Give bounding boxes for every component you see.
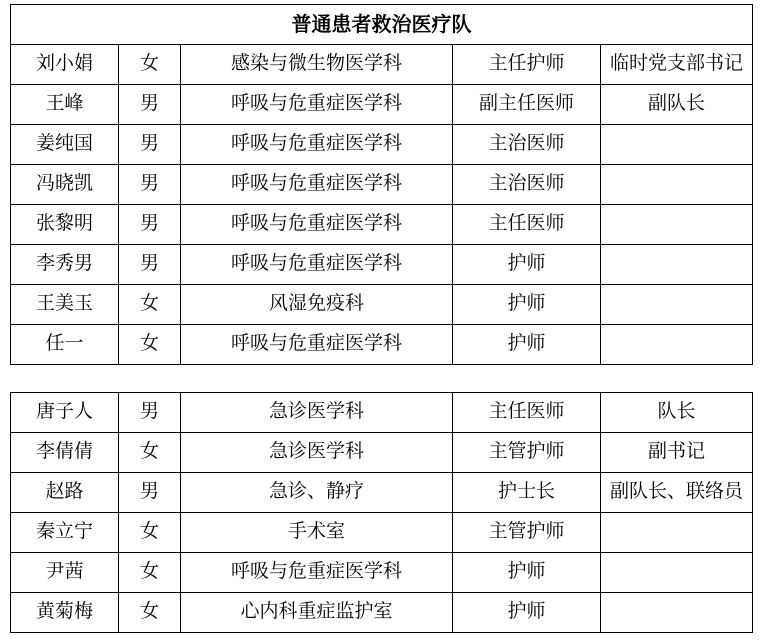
cell-gender: 男 [119,473,181,513]
table-row [11,325,753,365]
cell-department: 呼吸与危重症医学科 [181,125,453,165]
cell-gender: 女 [119,553,181,593]
cell-role [601,165,753,205]
cell-title: 主治医师 [453,165,601,205]
cell-name: 李倩倩 [11,433,119,473]
cell-name: 黄菊梅 [11,593,119,633]
cell-name: 唐子人 [11,393,119,433]
cell-role: 副队长、联络员 [601,473,753,513]
cell-role [601,245,753,285]
cell-gender: 男 [119,393,181,433]
table-row [11,85,753,125]
cell-name: 张黎明 [11,205,119,245]
cell-name: 王峰 [11,85,119,125]
medical-team-table-two [10,392,753,633]
cell-department: 急诊医学科 [181,433,453,473]
cell-gender: 女 [119,285,181,325]
table-row [11,433,753,473]
cell-department: 感染与微生物医学科 [181,45,453,85]
cell-role: 临时党支部书记 [601,45,753,85]
cell-role [601,513,753,553]
cell-role [601,125,753,165]
cell-role: 副书记 [601,433,753,473]
cell-department: 呼吸与危重症医学科 [181,165,453,205]
cell-role [601,553,753,593]
cell-role [601,285,753,325]
cell-gender: 女 [119,325,181,365]
cell-title: 护师 [453,245,601,285]
cell-title: 副主任医师 [453,85,601,125]
cell-role: 副队长 [601,85,753,125]
cell-gender: 女 [119,513,181,553]
cell-name: 姜纯国 [11,125,119,165]
table-row [11,593,753,633]
table-row [11,205,753,245]
cell-title: 护士长 [453,473,601,513]
cell-name: 秦立宁 [11,513,119,553]
cell-gender: 女 [119,433,181,473]
cell-gender: 男 [119,125,181,165]
cell-title: 主治医师 [453,125,601,165]
cell-gender: 男 [119,245,181,285]
table-row [11,45,753,85]
cell-title: 主管护师 [453,513,601,553]
cell-gender: 男 [119,205,181,245]
cell-title: 主任护师 [453,45,601,85]
cell-department: 手术室 [181,513,453,553]
table-row [11,165,753,205]
cell-title: 护师 [453,325,601,365]
cell-role [601,325,753,365]
cell-gender: 女 [119,593,181,633]
cell-gender: 男 [119,85,181,125]
cell-gender: 女 [119,45,181,85]
cell-name: 冯晓凯 [11,165,119,205]
cell-department: 呼吸与危重症医学科 [181,245,453,285]
cell-title: 主管护师 [453,433,601,473]
cell-name: 赵路 [11,473,119,513]
cell-title: 护师 [453,285,601,325]
cell-title: 护师 [453,593,601,633]
cell-title: 主任医师 [453,393,601,433]
cell-name: 王美玉 [11,285,119,325]
cell-department: 急诊、静疗 [181,473,453,513]
cell-department: 呼吸与危重症医学科 [181,553,453,593]
cell-title: 主任医师 [453,205,601,245]
cell-department: 风湿免疫科 [181,285,453,325]
cell-gender: 男 [119,165,181,205]
cell-role [601,205,753,245]
table-title-row [11,5,753,45]
table-row [11,285,753,325]
cell-name: 刘小娟 [11,45,119,85]
cell-department: 呼吸与危重症医学科 [181,205,453,245]
cell-title: 护师 [453,553,601,593]
cell-name: 任一 [11,325,119,365]
table-row [11,393,753,433]
table-row [11,473,753,513]
table-row [11,245,753,285]
table-row [11,553,753,593]
cell-role: 队长 [601,393,753,433]
table-row [11,513,753,553]
medical-team-table-one [10,4,753,365]
cell-department: 呼吸与危重症医学科 [181,85,453,125]
cell-department: 急诊医学科 [181,393,453,433]
table-row [11,125,753,165]
cell-name: 尹茜 [11,553,119,593]
cell-department: 心内科重症监护室 [181,593,453,633]
table-title: 普通患者救治医疗队 [11,5,753,45]
cell-department: 呼吸与危重症医学科 [181,325,453,365]
cell-name: 李秀男 [11,245,119,285]
cell-role [601,593,753,633]
